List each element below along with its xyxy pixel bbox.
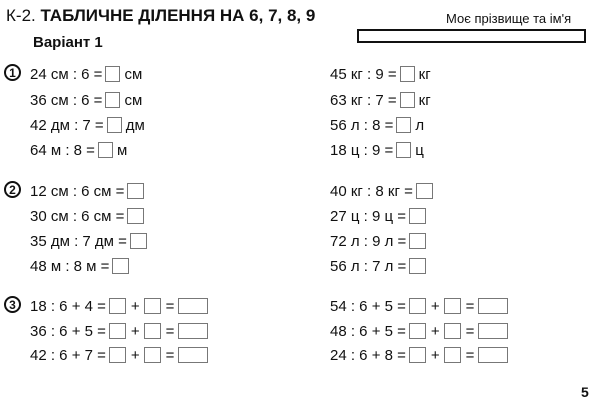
answer-box[interactable] <box>144 298 161 314</box>
task1-left-row <box>30 115 145 135</box>
plus-sign: + <box>430 346 440 364</box>
page-number: 5 <box>581 384 589 400</box>
answer-box[interactable] <box>109 298 126 314</box>
unit-label: см <box>124 91 143 109</box>
answer-box[interactable] <box>444 323 461 339</box>
answer-box[interactable] <box>416 183 433 199</box>
equals-sign: = <box>165 322 175 340</box>
expression: 35 дм : 7 дм = <box>30 232 127 250</box>
plus-sign: + <box>430 297 440 315</box>
task2-left-row <box>30 256 133 276</box>
answer-box[interactable] <box>409 208 426 224</box>
answer-box[interactable] <box>409 347 426 363</box>
answer-box[interactable] <box>444 347 461 363</box>
task2-left-row <box>30 206 148 226</box>
task3-left-row <box>30 321 212 341</box>
answer-box[interactable] <box>105 66 120 82</box>
expression: 48 м : 8 м = <box>30 257 110 275</box>
task1-left-row <box>30 140 127 160</box>
test-title: ТАБЛИЧНЕ ДІЛЕННЯ НА 6, 7, 8, 9 <box>40 6 316 25</box>
unit-label: л <box>415 116 425 134</box>
page-title <box>6 6 315 26</box>
answer-box[interactable] <box>105 92 120 108</box>
answer-box[interactable] <box>127 208 144 224</box>
expression: 72 л : 9 л = <box>330 232 407 250</box>
result-box[interactable] <box>478 347 508 363</box>
result-box[interactable] <box>178 323 208 339</box>
expression: 18 : 6 + 4 = <box>30 297 106 315</box>
result-box[interactable] <box>178 347 208 363</box>
answer-box[interactable] <box>409 258 426 274</box>
task2-right-row <box>330 181 437 201</box>
expression: 54 : 6 + 5 = <box>330 297 406 315</box>
expression: 42 : 6 + 7 = <box>30 346 106 364</box>
answer-box[interactable] <box>109 323 126 339</box>
expression: 63 кг : 7 = <box>330 91 397 109</box>
task3-left-row <box>30 296 212 316</box>
equals-sign: = <box>465 297 475 315</box>
expression: 12 см : 6 см = <box>30 182 125 200</box>
surname-label: Моє прізвище та ім'я <box>446 11 572 26</box>
task3-right-row <box>330 321 512 341</box>
answer-box[interactable] <box>400 92 415 108</box>
answer-box[interactable] <box>409 233 426 249</box>
expression: 42 дм : 7 = <box>30 116 104 134</box>
answer-box[interactable] <box>396 142 411 158</box>
equals-sign: = <box>165 346 175 364</box>
plus-sign: + <box>430 322 440 340</box>
task1-right-row <box>330 90 431 110</box>
task1-right-row <box>330 115 424 135</box>
variant-label: Варіант 1 <box>33 34 103 51</box>
unit-label: м <box>116 141 128 159</box>
task-number-1: 1 <box>4 64 21 81</box>
unit-label: кг <box>418 91 431 109</box>
unit-label: дм <box>125 116 145 134</box>
expression: 30 см : 6 см = <box>30 207 125 225</box>
unit-label: ц <box>415 141 424 159</box>
task1-right-row <box>330 140 424 160</box>
expression: 56 л : 7 л = <box>330 257 407 275</box>
expression: 64 м : 8 = <box>30 141 95 159</box>
result-box[interactable] <box>478 298 508 314</box>
answer-box[interactable] <box>109 347 126 363</box>
task1-right-row <box>330 64 431 84</box>
expression: 48 : 6 + 5 = <box>330 322 406 340</box>
answer-box[interactable] <box>409 298 426 314</box>
expression: 45 кг : 9 = <box>330 65 397 83</box>
expression: 18 ц : 9 = <box>330 141 394 159</box>
result-box[interactable] <box>478 323 508 339</box>
task2-right-row <box>330 231 430 251</box>
answer-box[interactable] <box>400 66 415 82</box>
answer-box[interactable] <box>409 323 426 339</box>
expression: 27 ц : 9 ц = <box>330 207 406 225</box>
answer-box[interactable] <box>396 117 411 133</box>
task1-left-row <box>30 64 142 84</box>
equals-sign: = <box>465 322 475 340</box>
expression: 36 : 6 + 5 = <box>30 322 106 340</box>
result-box[interactable] <box>178 298 208 314</box>
equals-sign: = <box>165 297 175 315</box>
plus-sign: + <box>130 322 140 340</box>
expression: 36 см : 6 = <box>30 91 103 109</box>
task1-left-row <box>30 90 142 110</box>
task-number-2: 2 <box>4 181 21 198</box>
task3-right-row <box>330 296 512 316</box>
answer-box[interactable] <box>98 142 113 158</box>
plus-sign: + <box>130 297 140 315</box>
task2-left-row <box>30 231 151 251</box>
expression: 40 кг : 8 кг = <box>330 182 413 200</box>
task3-left-row <box>30 345 212 365</box>
surname-input-box[interactable] <box>357 29 586 43</box>
expression: 56 л : 8 = <box>330 116 394 134</box>
task2-right-row <box>330 206 430 226</box>
unit-label: кг <box>418 65 431 83</box>
task2-right-row <box>330 256 430 276</box>
answer-box[interactable] <box>127 183 144 199</box>
answer-box[interactable] <box>112 258 129 274</box>
expression: 24 : 6 + 8 = <box>330 346 406 364</box>
equals-sign: = <box>465 346 475 364</box>
expression: 24 см : 6 = <box>30 65 103 83</box>
answer-box[interactable] <box>144 347 161 363</box>
answer-box[interactable] <box>130 233 147 249</box>
answer-box[interactable] <box>444 298 461 314</box>
task3-right-row <box>330 345 512 365</box>
task2-left-row <box>30 181 148 201</box>
answer-box[interactable] <box>144 323 161 339</box>
answer-box[interactable] <box>107 117 122 133</box>
unit-label: см <box>124 65 143 83</box>
test-code: К-2. <box>6 6 36 25</box>
task-number-3: 3 <box>4 296 21 313</box>
plus-sign: + <box>130 346 140 364</box>
